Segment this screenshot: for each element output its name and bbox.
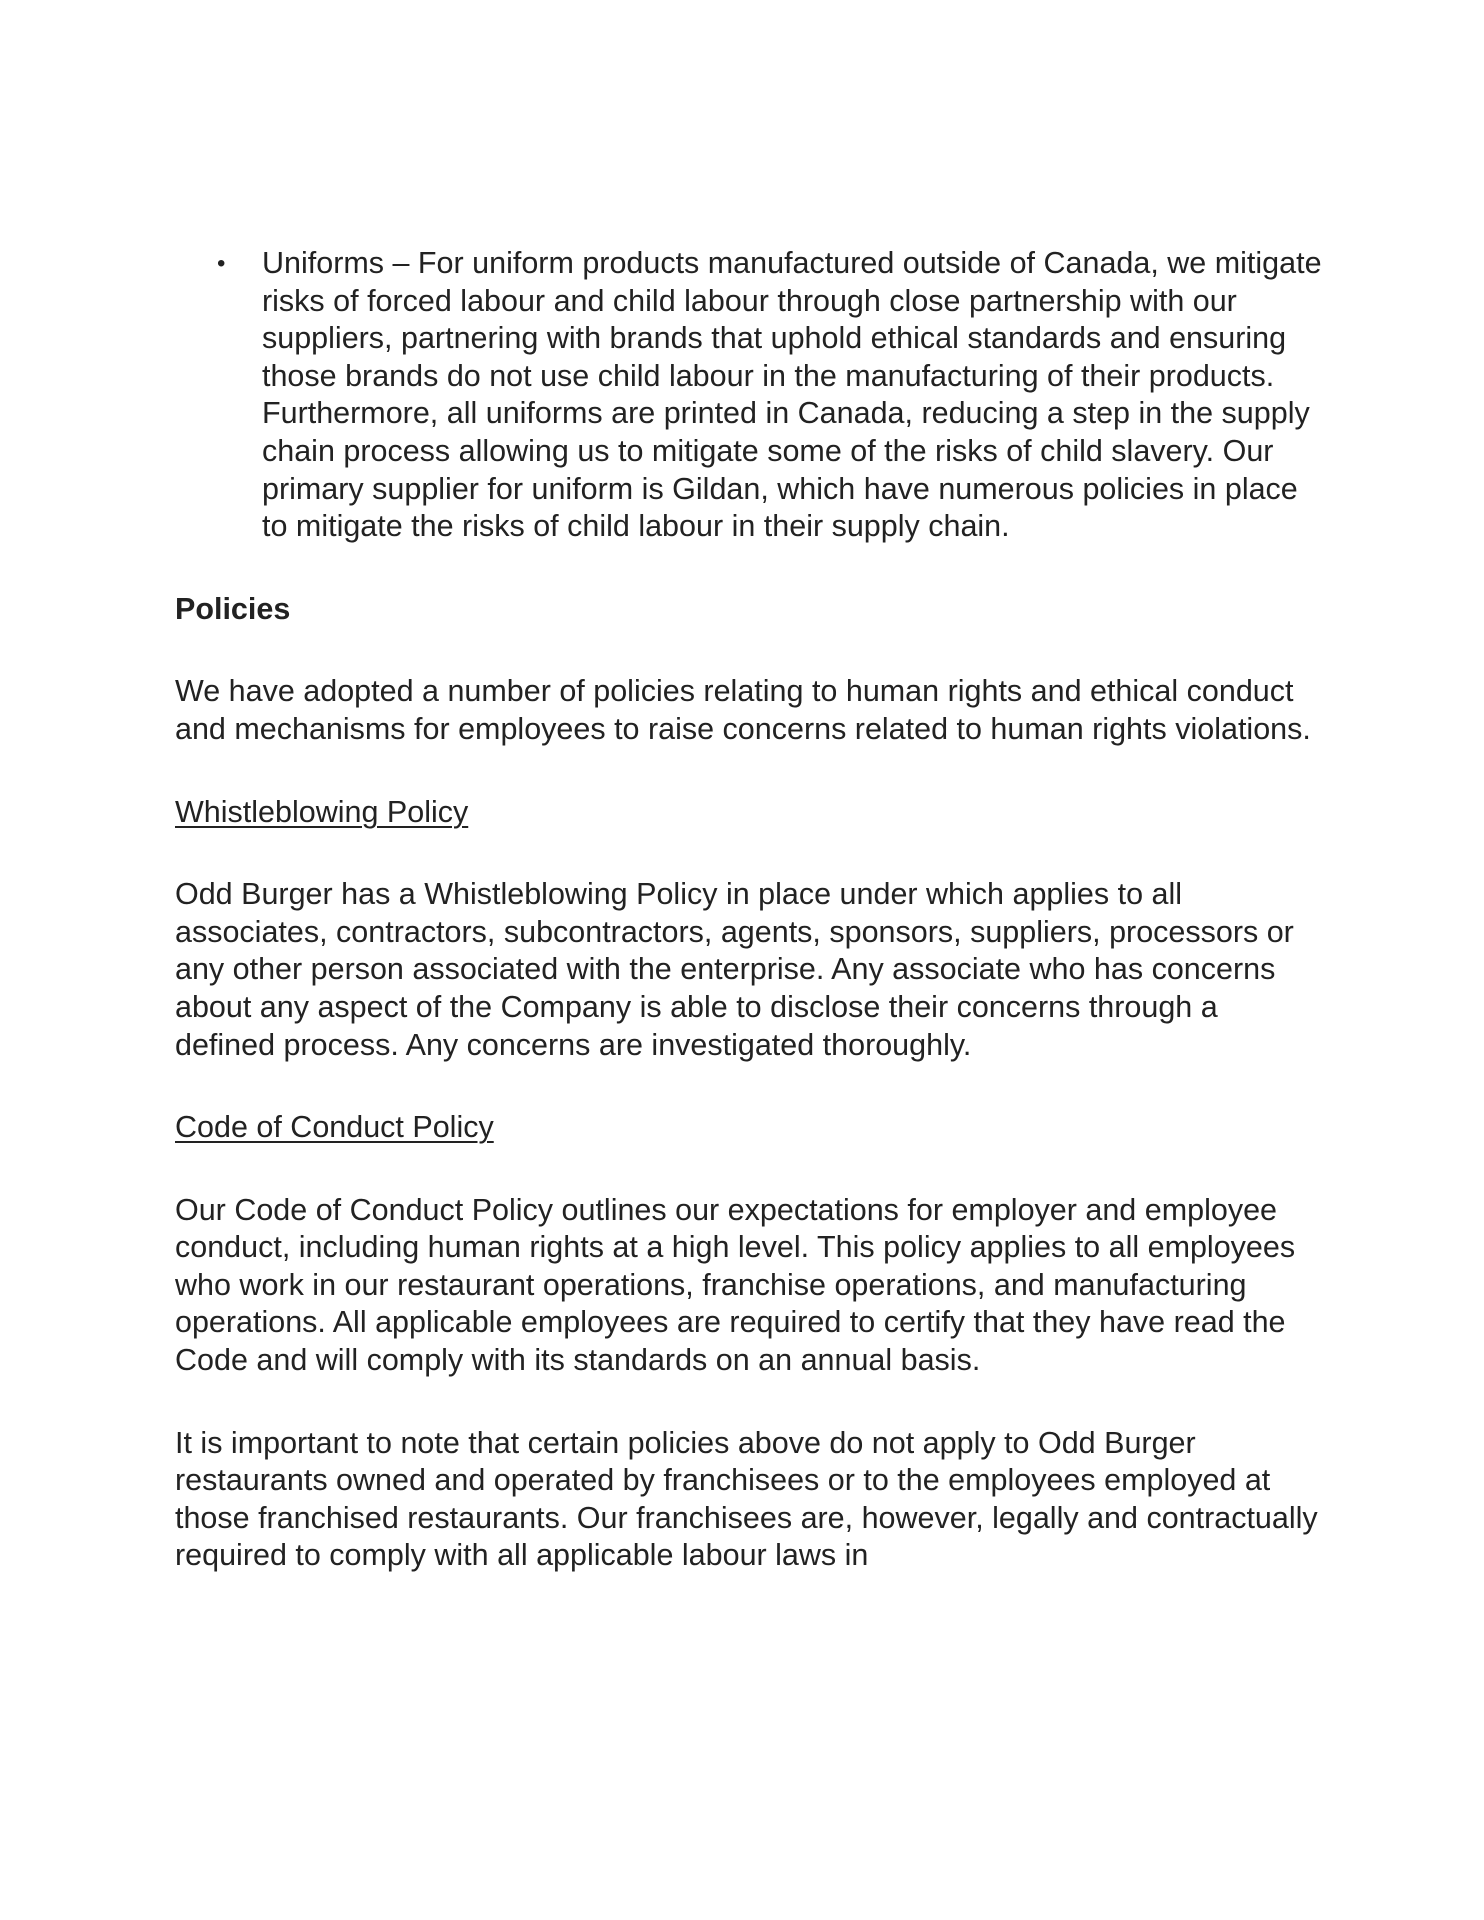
document-body	[175, 245, 1325, 1575]
code-of-conduct-policy-title: Code of Conduct Policy	[175, 1110, 494, 1145]
supply-chain-bullet-list	[175, 245, 1325, 546]
whistleblowing-policy-title: Whistleblowing Policy	[175, 794, 469, 829]
list-item-uniforms	[175, 245, 1325, 546]
policies-intro-paragraph: We have adopted a number of policies relating to human rights and ethical conduct and mechanisms for employees to raise concerns related to human rights violations.	[175, 674, 1311, 746]
franchise-note-paragraph: It is important to note that certain policies above do not apply to Odd Burger restaurants owned and operated by franchisees or to the employees employed at those franchised restaurants. Our franchisees are, however, legally and contractually required to comply with all applicable labour laws in	[175, 1425, 1318, 1573]
code-of-conduct-paragraph: Our Code of Conduct Policy outlines our expectations for employer and employee conduct, including human rights at a high level. This policy applies to all employees who work in our restaurant operations, franchise operations, and manufacturing operations. All applicable employees are required to certify that they have read the Code and will comply with its standards on an annual basis.	[175, 1192, 1296, 1378]
whistleblowing-policy-paragraph: Odd Burger has a Whistleblowing Policy in place under which applies to all associates, contractors, subcontractors, agents, sponsors, suppliers, processors or any other person associated with the enterprise. Any associate who has concerns about any aspect of the Company is able to disclose their concerns through a defined process. Any concerns are investigated thoroughly.	[175, 877, 1294, 1062]
bullet-icon: •	[217, 250, 226, 277]
policies-heading: Policies	[175, 591, 291, 626]
uniforms-bullet-text: Uniforms – For uniform products manufactured outside of Canada, we mitigate risks of forced labour and child labour through close partnership with our suppliers, partnering with brands that uphold ethical standards and ensuring those brands do not use child labour in the manufacturing of their products. Furthermore, all uniforms are printed in Canada, reducing a step in the supply chain process allowing us to mitigate some of the risks of child slavery. Our primary supplier for uniform is Gildan, which have numerous policies in place to mitigate the risks of child labour in their supply chain.	[262, 246, 1322, 544]
